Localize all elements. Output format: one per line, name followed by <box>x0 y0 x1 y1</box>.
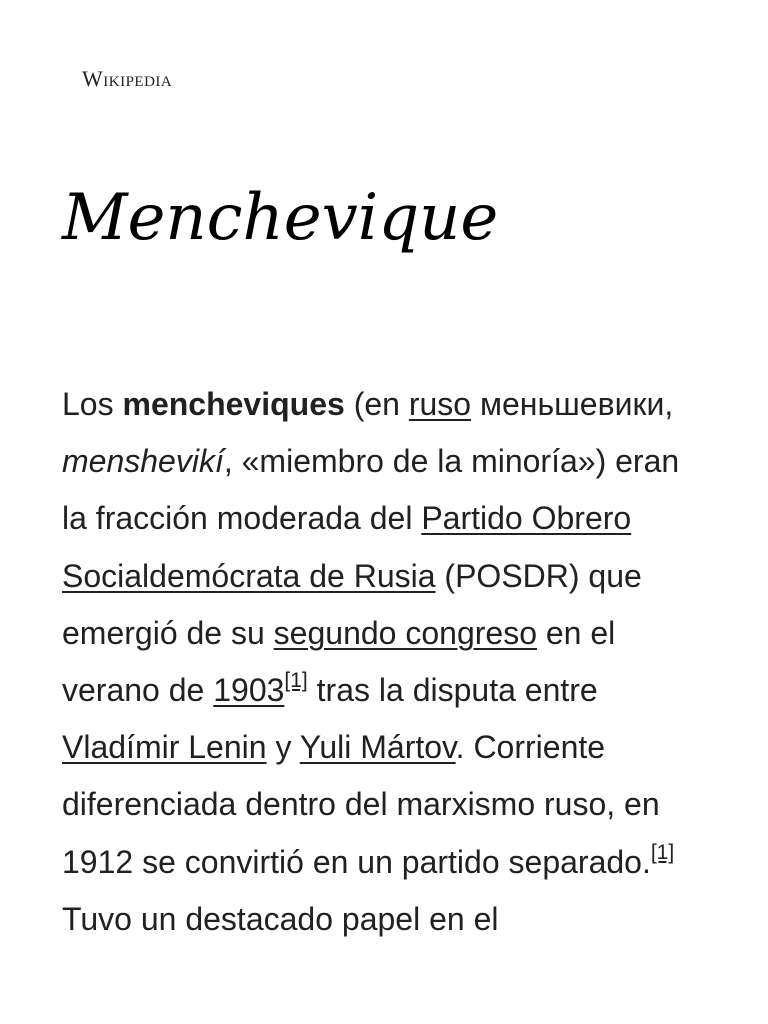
reference-link-1[interactable]: [1] <box>284 669 308 693</box>
paragraph-text: (POSDR) que emergió de su <box>62 557 642 651</box>
paragraph-text: y <box>266 729 300 766</box>
paragraph-text: Tuvo un destacado papel en el <box>62 900 499 937</box>
page-title: Menchevique <box>62 181 499 255</box>
paragraph-text: (en <box>344 386 409 422</box>
wikipedia-wordmark[interactable]: Wikipedia <box>82 66 173 91</box>
bold-term: mencheviques <box>122 386 345 422</box>
link-partido-obrero[interactable]: Partido Obrero Socialdemócrata de Rusia <box>62 500 632 594</box>
article-paragraph <box>62 376 712 948</box>
paragraph-text: tras la disputa entre <box>307 672 598 709</box>
paragraph-text: . Corriente diferenciada dentro del marxismo ruso, en 1912 se convirtió en un partido separado. <box>62 729 660 880</box>
paragraph-text: , «miembro de la minoría») eran la fracción moderada del <box>62 443 680 537</box>
italic-term: menshevikí <box>62 443 224 480</box>
link-martov[interactable]: Yuli Mártov <box>299 729 456 766</box>
reference-superscript <box>651 841 674 864</box>
paragraph-text: Los <box>62 386 123 422</box>
paragraph-text: en el verano de <box>62 614 616 709</box>
link-1903[interactable]: 1903 <box>213 672 285 709</box>
link-lenin[interactable]: Vladímir Lenin <box>62 729 267 766</box>
paragraph-text: меньшевики, <box>471 386 674 422</box>
link-ruso[interactable]: ruso <box>408 386 472 422</box>
reference-superscript <box>284 669 307 692</box>
link-segundo-congreso[interactable]: segundo congreso <box>273 614 537 651</box>
reference-link-2[interactable]: [1] <box>650 840 675 864</box>
